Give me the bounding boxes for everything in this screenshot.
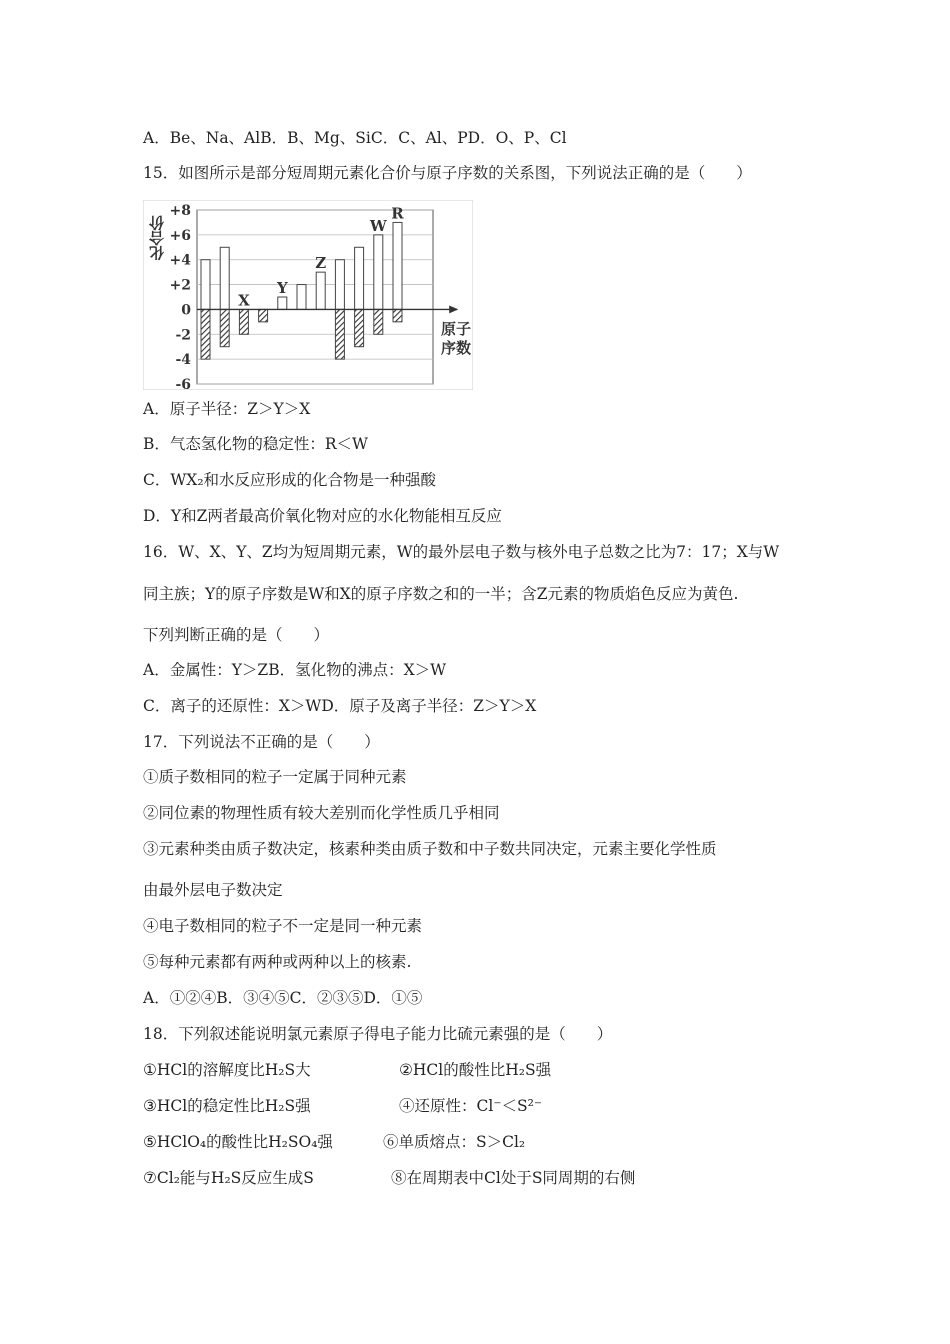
bar-label: X xyxy=(238,291,250,310)
q17-statement-1: ①质子数相同的粒子一定属于同种元素 xyxy=(143,768,407,786)
q15-option-d: D．Y和Z两者最高价氧化物对应的水化物能相互反应 xyxy=(143,507,502,525)
bar-negative xyxy=(239,309,248,334)
q15-option-c: C．WX₂和水反应形成的化合物是一种强酸 xyxy=(143,471,437,489)
q16-options-ab: A．金属性：Y＞ZB．氢化物的沸点：X＞W xyxy=(143,661,447,679)
q15-option-a: A．原子半径：Z＞Y＞X xyxy=(143,400,311,418)
q16-stem-line1: 16．W、X、Y、Z均为短周期元素，W的最外层电子数与核外电子总数之比为7：17；X与W xyxy=(143,543,780,561)
bar-negative xyxy=(201,309,210,359)
y-tick-label: 0 xyxy=(181,302,191,319)
q16-stem-line2: 同主族；Y的原子序数是W和X的原子序数之和的一半；含Z元素的物质焰色反应为黄色. xyxy=(143,585,739,603)
q18-statement-3: ③HCl的稳定性比H₂S强 xyxy=(143,1097,311,1115)
y-tick-label: +6 xyxy=(169,227,191,244)
y-tick-label: -4 xyxy=(175,352,191,369)
y-tick-label: +2 xyxy=(169,277,191,294)
q15-stem: 15．如图所示是部分短周期元素化合价与原子序数的关系图，下列说法正确的是（ ） xyxy=(143,164,752,182)
bar-label: R xyxy=(391,204,404,223)
bar-positive xyxy=(355,247,364,309)
bar-negative xyxy=(393,309,402,321)
x-axis-title-line2: 序数 xyxy=(441,339,472,357)
bar-positive xyxy=(297,285,306,310)
y-tick-label: -6 xyxy=(175,377,191,390)
q18-statement-7: ⑦Cl₂能与H₂S反应生成S xyxy=(143,1169,314,1187)
chart-background xyxy=(143,200,473,390)
bar-positive xyxy=(316,272,325,309)
q15-option-b: B．气态氢化物的稳定性：R＜W xyxy=(143,435,368,453)
q18-statement-2: ②HCl的酸性比H₂S强 xyxy=(399,1061,552,1079)
q17-statement-3-cont: 由最外层电子数决定 xyxy=(143,881,283,899)
bar-label: W xyxy=(369,216,387,235)
q17-statement-3: ③元素种类由质子数决定，核素种类由质子数和中子数共同决定，元素主要化学性质 xyxy=(143,840,717,858)
q17-statement-4: ④电子数相同的粒子不一定是同一种元素 xyxy=(143,917,423,935)
q16-stem-line3: 下列判断正确的是（ ） xyxy=(143,626,330,644)
q18-statement-1: ①HCl的溶解度比H₂S大 xyxy=(143,1061,311,1079)
q18-statement-4: ④还原性：Cl⁻＜S²⁻ xyxy=(399,1097,543,1115)
y-axis-title: 化合价 xyxy=(148,215,166,261)
y-tick-label: +8 xyxy=(169,203,191,219)
bar-positive xyxy=(335,260,344,310)
bar-positive xyxy=(201,260,210,310)
y-tick-label: +4 xyxy=(169,252,191,269)
bar-negative xyxy=(220,309,229,346)
valence-chart xyxy=(143,200,473,390)
x-axis-title-line1: 原子 xyxy=(441,320,472,338)
bar-positive xyxy=(393,222,402,309)
bar-negative xyxy=(335,309,344,359)
q18-statement-8: ⑧在周期表中Cl处于S同周期的右侧 xyxy=(391,1169,636,1187)
q14-options: A．Be、Na、AlB．B、Mg、SiC．C、Al、PD．O、P、Cl xyxy=(143,129,567,147)
bar-positive xyxy=(374,235,383,310)
q18-statement-5: ⑤HClO₄的酸性比H₂SO₄强 xyxy=(143,1133,333,1151)
bar-negative xyxy=(355,309,364,346)
bar-label: Z xyxy=(315,254,327,273)
bar-label: Y xyxy=(276,279,288,297)
q17-statement-5: ⑤每种元素都有两种或两种以上的核素. xyxy=(143,953,412,971)
y-tick-label: -2 xyxy=(175,327,191,344)
bar-negative xyxy=(259,309,268,321)
valence-chart-svg xyxy=(143,200,473,390)
bar-positive xyxy=(278,297,287,309)
q18-statement-6: ⑥单质熔点：S＞Cl₂ xyxy=(383,1133,526,1151)
q18-stem: 18．下列叙述能说明氯元素原子得电子能力比硫元素强的是（ ） xyxy=(143,1025,613,1043)
q17-stem: 17．下列说法不正确的是（ ） xyxy=(143,733,380,751)
bar-negative xyxy=(374,309,383,334)
bar-positive xyxy=(220,247,229,309)
q17-statement-2: ②同位素的物理性质有较大差别而化学性质几乎相同 xyxy=(143,804,500,822)
q16-options-cd: C．离子的还原性：X＞WD．原子及离子半径：Z＞Y＞X xyxy=(143,697,537,715)
q17-options: A．①②④B．③④⑤C．②③⑤D．①⑤ xyxy=(143,989,423,1007)
